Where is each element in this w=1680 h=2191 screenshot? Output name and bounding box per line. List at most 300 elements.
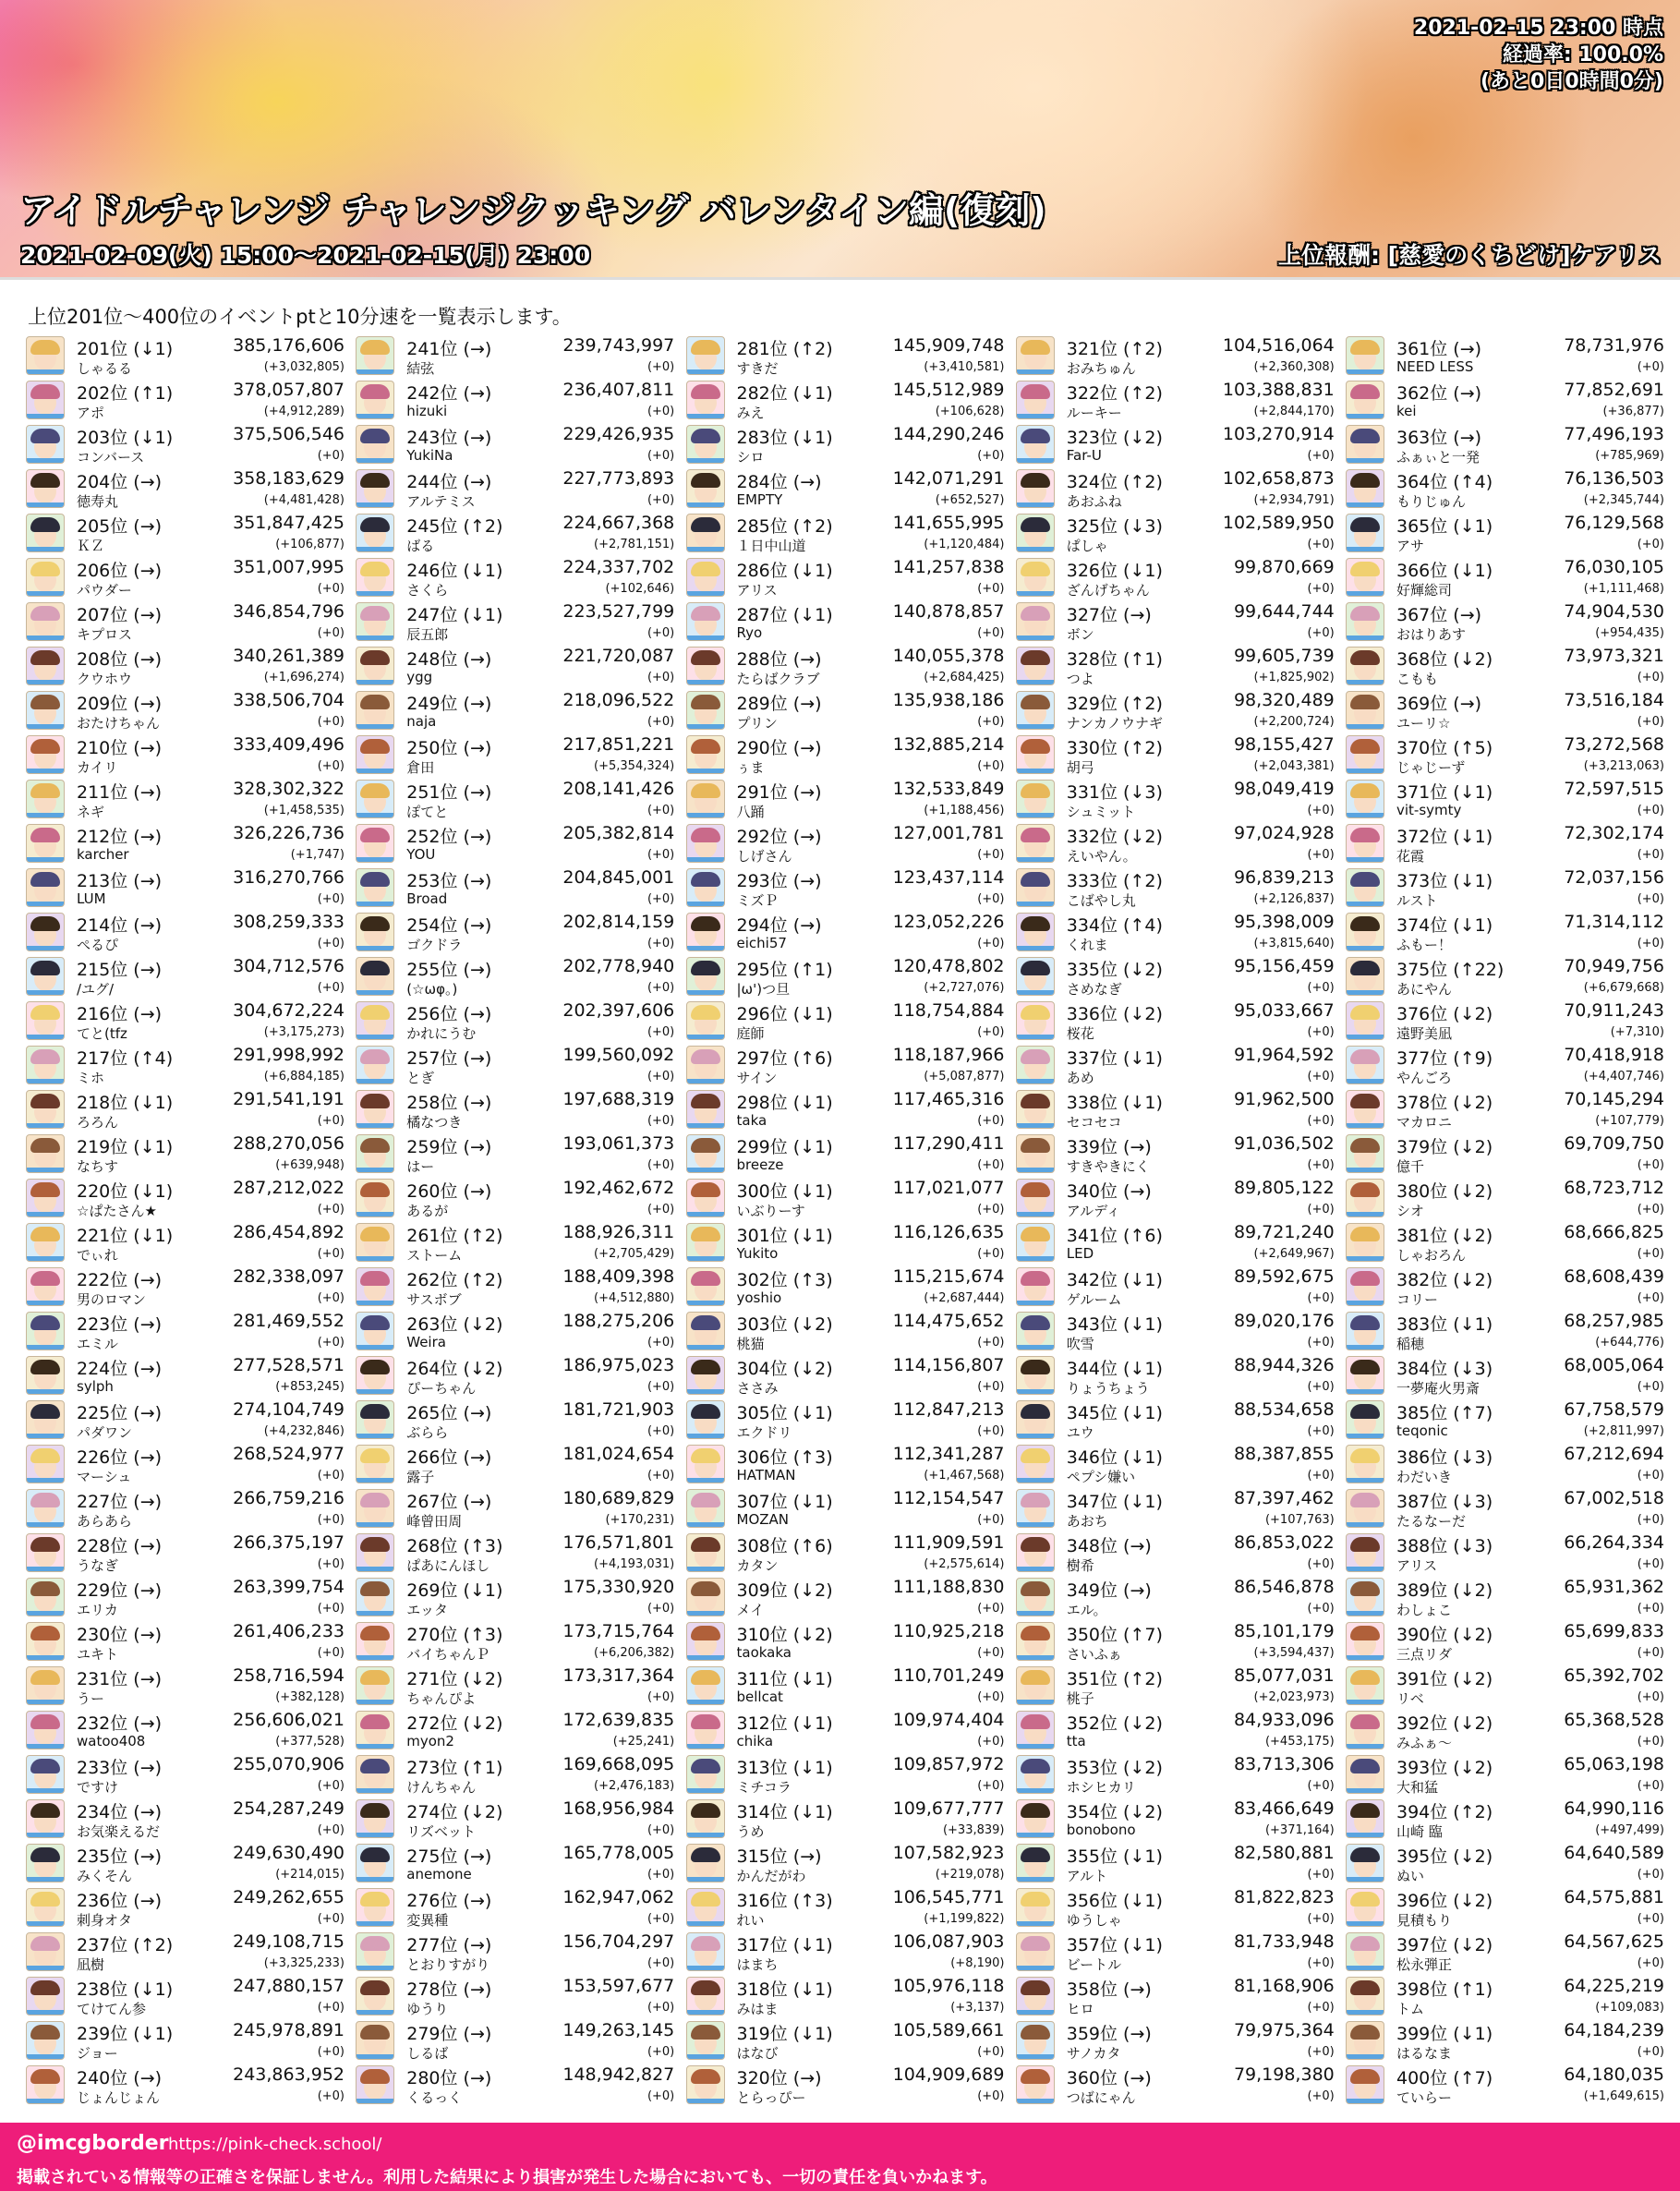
rank-label: 257位 (→) <box>406 1048 492 1069</box>
player-name: ミチコラ <box>736 1779 792 1796</box>
ranking-row <box>686 778 1005 822</box>
points-value: 227,773,893 <box>562 468 675 489</box>
player-name: Yukito <box>736 1245 779 1262</box>
ten-min-speed: (+0) <box>647 1956 675 1970</box>
ten-min-speed: (+0) <box>977 1158 1005 1172</box>
ranking-row <box>686 733 1005 778</box>
ranking-row <box>686 2064 1005 2108</box>
ten-min-speed: (+0) <box>1307 981 1335 995</box>
rank-label: 362位 (→) <box>1396 383 1482 404</box>
rank-label: 341位 (↑6) <box>1066 1226 1163 1246</box>
ranking-row <box>1346 955 1664 999</box>
points-value: 76,030,105 <box>1564 557 1664 577</box>
ranking-row <box>356 2064 674 2108</box>
idol-avatar-icon <box>1346 602 1384 641</box>
ten-min-speed: (+0) <box>1307 804 1335 817</box>
ranking-row <box>1346 512 1664 556</box>
ten-min-speed: (+214,015) <box>275 1868 344 1882</box>
player-name: マカロニ <box>1396 1114 1453 1131</box>
ranking-row <box>1346 2019 1664 2064</box>
player-name: １日中山道 <box>736 538 806 554</box>
ranking-row <box>1016 334 1335 379</box>
player-name: ホシヒカリ <box>1066 1779 1136 1796</box>
ranking-row <box>356 1709 674 1753</box>
player-name: ゆうり <box>406 2001 449 2017</box>
player-name: ぬい <box>1396 1868 1425 1884</box>
player-name: わしょこ <box>1396 1602 1453 1618</box>
points-value: 88,534,658 <box>1233 1399 1335 1420</box>
points-value: 102,589,950 <box>1222 513 1335 533</box>
player-name: ざんげちゃん <box>1066 582 1150 599</box>
rank-label: 364位 (↑4) <box>1396 472 1493 492</box>
ranking-row <box>686 1088 1005 1132</box>
rank-label: 391位 (↓2) <box>1396 1669 1493 1689</box>
ten-min-speed: (+0) <box>317 892 344 906</box>
ranking-row <box>26 600 344 645</box>
ranking-row <box>1346 1265 1664 1310</box>
ten-min-speed: (+4,912,289) <box>263 405 344 418</box>
footer <box>0 2123 1680 2191</box>
player-name: すきだ <box>736 360 779 377</box>
idol-avatar-icon <box>686 1179 725 1217</box>
player-name: taokaka <box>736 1644 792 1661</box>
rank-label: 386位 (↓3) <box>1396 1447 1493 1468</box>
player-name: YOU <box>406 846 436 863</box>
points-value: 256,606,021 <box>233 1710 344 1730</box>
idol-avatar-icon <box>26 1489 65 1528</box>
points-value: 68,257,985 <box>1564 1311 1664 1331</box>
player-name: はるなま <box>1396 2045 1453 2062</box>
points-value: 64,180,035 <box>1564 2064 1664 2085</box>
ranking-row <box>686 1177 1005 1221</box>
ten-min-speed: (+0) <box>1307 2089 1335 2103</box>
ten-min-speed: (+0) <box>1637 360 1664 374</box>
player-name: (☆ωφ。) <box>406 981 458 998</box>
ranking-row <box>26 1443 344 1487</box>
points-value: 103,388,831 <box>1222 380 1335 400</box>
player-name: 刺身オタ <box>77 1912 133 1929</box>
idol-avatar-icon <box>356 1977 394 2015</box>
rank-label: 253位 (→) <box>406 871 492 891</box>
points-value: 114,156,807 <box>892 1355 1005 1375</box>
player-name: 桜花 <box>1066 1025 1094 1042</box>
ten-min-speed: (+0) <box>1637 1158 1664 1172</box>
ten-min-speed: (+2,200,724) <box>1253 715 1335 729</box>
points-value: 162,947,062 <box>562 1887 675 1907</box>
rank-label: 247位 (↓1) <box>406 605 503 625</box>
player-name: bellcat <box>736 1689 783 1705</box>
player-name: ぅま <box>736 759 765 776</box>
player-name: 倉田 <box>406 759 435 776</box>
points-value: 326,226,736 <box>233 823 344 843</box>
rank-label: 352位 (↓2) <box>1066 1713 1163 1734</box>
points-value: 72,302,174 <box>1564 823 1664 843</box>
ranking-row <box>1016 866 1335 911</box>
ten-min-speed: (+644,776) <box>1595 1336 1664 1350</box>
idol-avatar-icon <box>1016 469 1055 508</box>
player-name: EMPTY <box>736 491 783 508</box>
idol-avatar-icon <box>686 1046 725 1084</box>
ten-min-speed: (+0) <box>1637 1557 1664 1571</box>
points-value: 346,854,796 <box>233 601 344 622</box>
idol-avatar-icon <box>686 1622 725 1661</box>
points-value: 68,666,825 <box>1564 1222 1664 1242</box>
ranking-column <box>686 334 1005 2112</box>
ten-min-speed: (+0) <box>647 715 675 729</box>
idol-avatar-icon <box>1346 1090 1384 1129</box>
points-value: 304,712,576 <box>233 956 344 976</box>
ranking-row <box>1346 600 1664 645</box>
ranking-row <box>1346 334 1664 379</box>
ten-min-speed: (+0) <box>1637 2045 1664 2059</box>
rank-label: 331位 (↓3) <box>1066 782 1163 803</box>
idol-avatar-icon <box>1346 1622 1384 1661</box>
idol-avatar-icon <box>26 913 65 951</box>
rank-label: 318位 (↓1) <box>736 1979 833 2000</box>
ten-min-speed: (+2,360,308) <box>1253 360 1335 374</box>
player-name: さいふぁ <box>1066 1646 1122 1663</box>
idol-avatar-icon <box>26 1001 65 1040</box>
idol-avatar-icon <box>26 1400 65 1439</box>
idol-avatar-icon <box>26 1179 65 1217</box>
ten-min-speed: (+2,844,170) <box>1253 405 1335 418</box>
idol-avatar-icon <box>686 1666 725 1705</box>
idol-avatar-icon <box>1346 469 1384 508</box>
player-name: teqonic <box>1396 1422 1448 1439</box>
rank-label: 261位 (↑2) <box>406 1226 503 1246</box>
ranking-row <box>1016 1753 1335 1798</box>
rank-label: 396位 (↓2) <box>1396 1891 1493 1911</box>
rank-label: 316位 (↑3) <box>736 1891 833 1911</box>
ranking-row <box>356 1398 674 1443</box>
ten-min-speed: (+0) <box>977 1203 1005 1217</box>
ten-min-speed: (+0) <box>1307 1868 1335 1882</box>
points-value: 64,640,589 <box>1564 1843 1664 1863</box>
idol-avatar-icon <box>1016 1356 1055 1395</box>
idol-avatar-icon <box>686 1001 725 1040</box>
points-value: 83,713,306 <box>1233 1754 1335 1774</box>
idol-avatar-icon <box>686 1888 725 1927</box>
player-name: かんだがわ <box>736 1868 806 1884</box>
ten-min-speed: (+1,649,615) <box>1583 2089 1664 2103</box>
points-value: 89,020,176 <box>1233 1311 1335 1331</box>
ranking-row <box>686 1398 1005 1443</box>
points-value: 65,392,702 <box>1564 1665 1664 1686</box>
idol-avatar-icon <box>356 957 394 996</box>
player-name: Broad <box>406 890 448 907</box>
ranking-row <box>1016 1709 1335 1753</box>
ranking-row <box>356 1487 674 1531</box>
rank-label: 374位 (↓1) <box>1396 915 1493 936</box>
idol-avatar-icon <box>356 2065 394 2104</box>
player-name: anemone <box>406 1866 472 1882</box>
ranking-row <box>356 1576 674 1620</box>
ten-min-speed: (+0) <box>647 1602 675 1616</box>
ten-min-speed: (+0) <box>1307 1158 1335 1172</box>
player-name: コリー <box>1396 1291 1439 1308</box>
points-value: 104,909,689 <box>892 2064 1005 2085</box>
points-value: 79,975,364 <box>1233 2020 1335 2040</box>
idol-avatar-icon <box>1016 1977 1055 2015</box>
idol-avatar-icon <box>1016 1134 1055 1173</box>
rank-label: 255位 (→) <box>406 960 492 980</box>
idol-avatar-icon <box>686 2065 725 2104</box>
rank-label: 361位 (→) <box>1396 339 1482 359</box>
ten-min-speed: (+0) <box>317 759 344 773</box>
points-value: 89,592,675 <box>1233 1266 1335 1287</box>
player-name: かれにうむ <box>406 1025 477 1042</box>
ranking-row <box>1016 1576 1335 1620</box>
idol-avatar-icon <box>1346 735 1384 774</box>
ranking-column <box>26 334 344 2112</box>
ranking-row <box>1346 1753 1664 1798</box>
idol-avatar-icon <box>356 1267 394 1306</box>
points-value: 181,721,903 <box>562 1399 675 1420</box>
player-name: 樹希 <box>1066 1557 1094 1574</box>
ranking-row <box>356 1177 674 1221</box>
points-value: 149,263,145 <box>562 2020 675 2040</box>
points-value: 85,101,179 <box>1233 1621 1335 1641</box>
rank-label: 322位 (↑2) <box>1066 383 1163 404</box>
player-name: やんごろ <box>1396 1070 1453 1086</box>
player-name: エッタ <box>406 1602 448 1618</box>
ranking-row <box>356 1310 674 1354</box>
idol-avatar-icon <box>26 1578 65 1616</box>
rank-label: 346位 (↓1) <box>1066 1447 1163 1468</box>
ten-min-speed: (+0) <box>1637 1868 1664 1882</box>
rank-label: 366位 (↓1) <box>1396 561 1493 581</box>
ranking-row <box>1016 1531 1335 1576</box>
player-name: 大和猛 <box>1396 1779 1439 1796</box>
player-name: バイちゃんＰ <box>406 1646 490 1663</box>
rank-label: 332位 (↓2) <box>1066 827 1163 847</box>
ranking-row <box>26 1664 344 1709</box>
player-name: おたけちゃん <box>77 715 161 732</box>
points-value: 123,437,114 <box>892 867 1005 888</box>
points-value: 291,998,992 <box>233 1045 344 1065</box>
ranking-row <box>26 955 344 999</box>
ten-min-speed: (+0) <box>1637 1779 1664 1793</box>
ten-min-speed: (+0) <box>977 2089 1005 2103</box>
player-name: LED <box>1066 1245 1094 1262</box>
ranking-row <box>686 1576 1005 1620</box>
idol-avatar-icon <box>1016 1533 1055 1572</box>
points-value: 188,926,311 <box>562 1222 675 1242</box>
ranking-row <box>686 1753 1005 1798</box>
rank-label: 306位 (↑3) <box>736 1447 833 1468</box>
ranking-row <box>1016 2064 1335 2108</box>
points-value: 88,387,855 <box>1233 1444 1335 1464</box>
points-value: 132,533,849 <box>892 779 1005 799</box>
idol-avatar-icon <box>686 1844 725 1882</box>
player-name: カタン <box>736 1557 779 1574</box>
points-value: 109,677,777 <box>892 1798 1005 1819</box>
ten-min-speed: (+0) <box>1307 1025 1335 1039</box>
ranking-row <box>1346 1531 1664 1576</box>
player-name: たるなーだ <box>1396 1513 1467 1530</box>
idol-avatar-icon <box>26 1312 65 1350</box>
rank-label: 270位 (↑3) <box>406 1625 503 1645</box>
player-name: 桃子 <box>1066 1690 1094 1707</box>
rank-label: 239位 (↓1) <box>77 2024 174 2044</box>
ten-min-speed: (+0) <box>647 493 675 507</box>
ten-min-speed: (+1,467,568) <box>924 1469 1005 1483</box>
player-name: ネギ <box>77 804 105 820</box>
rank-label: 327位 (→) <box>1066 605 1152 625</box>
points-value: 72,037,156 <box>1564 867 1664 888</box>
player-name: キプロス <box>77 626 133 643</box>
idol-avatar-icon <box>1016 1578 1055 1616</box>
rank-label: 368位 (↓2) <box>1396 649 1493 670</box>
points-value: 81,822,823 <box>1233 1887 1335 1907</box>
points-value: 197,688,319 <box>562 1089 675 1109</box>
player-name: しゃおろん <box>1396 1247 1467 1264</box>
rank-label: 363位 (→) <box>1396 428 1482 448</box>
points-value: 123,052,226 <box>892 912 1005 932</box>
idol-avatar-icon <box>686 1267 725 1306</box>
ten-min-speed: (+102,646) <box>605 582 675 596</box>
rank-label: 360位 (→) <box>1066 2068 1152 2088</box>
ranking-row <box>1016 911 1335 955</box>
ranking-row <box>686 1798 1005 1842</box>
ranking-row <box>1346 1177 1664 1221</box>
ranking-row <box>26 379 344 423</box>
idol-avatar-icon <box>686 913 725 951</box>
points-value: 98,049,419 <box>1233 779 1335 799</box>
ten-min-speed: (+0) <box>647 1025 675 1039</box>
ten-min-speed: (+0) <box>647 2089 675 2103</box>
rank-label: 241位 (→) <box>406 339 492 359</box>
ten-min-speed: (+107,763) <box>1264 1513 1335 1527</box>
idol-avatar-icon <box>26 1267 65 1306</box>
rank-label: 230位 (→) <box>77 1625 163 1645</box>
player-name: 胡弓 <box>1066 759 1094 776</box>
idol-avatar-icon <box>1016 957 1055 996</box>
points-value: 142,071,291 <box>892 468 1005 489</box>
player-name: ぱしゃ <box>1066 538 1108 554</box>
idol-avatar-icon <box>26 824 65 863</box>
points-value: 73,272,568 <box>1564 734 1664 755</box>
player-name: 八踊 <box>736 804 765 820</box>
player-name: 稲穂 <box>1396 1336 1425 1352</box>
rank-label: 313位 (↓1) <box>736 1758 833 1778</box>
ten-min-speed: (+2,705,429) <box>594 1247 675 1261</box>
ranking-row <box>26 1044 344 1088</box>
idol-avatar-icon <box>686 1711 725 1749</box>
ranking-row <box>686 1132 1005 1177</box>
rank-label: 251位 (→) <box>406 782 492 803</box>
ranking-row <box>1346 2064 1664 2108</box>
rank-label: 292位 (→) <box>736 827 822 847</box>
ranking-row <box>26 2064 344 2108</box>
rank-label: 302位 (↑3) <box>736 1270 833 1290</box>
idol-avatar-icon <box>686 558 725 597</box>
player-name: ですけ <box>77 1779 119 1796</box>
ten-min-speed: (+0) <box>317 1602 344 1616</box>
idol-avatar-icon <box>26 868 65 907</box>
rank-label: 298位 (↓1) <box>736 1093 833 1113</box>
player-name: くるっく <box>406 2089 463 2106</box>
points-value: 186,975,023 <box>562 1355 675 1375</box>
player-name: なちす <box>77 1158 119 1175</box>
points-value: 263,399,754 <box>233 1577 344 1597</box>
points-value: 81,168,906 <box>1233 1976 1335 1996</box>
player-name: 変異種 <box>406 1912 449 1929</box>
ten-min-speed: (+3,594,437) <box>1253 1646 1335 1660</box>
idol-avatar-icon <box>686 1578 725 1616</box>
player-name: もりじゅん <box>1396 493 1467 510</box>
player-name: 億千 <box>1396 1158 1425 1175</box>
player-name: あるが <box>406 1203 449 1219</box>
ranking-row <box>356 1044 674 1088</box>
idol-avatar-icon <box>1346 1179 1384 1217</box>
player-name: vit-symty <box>1396 802 1462 818</box>
rank-label: 232位 (→) <box>77 1713 163 1734</box>
ten-min-speed: (+25,241) <box>612 1735 675 1749</box>
points-value: 72,597,515 <box>1564 779 1664 799</box>
idol-avatar-icon <box>686 1090 725 1129</box>
site-link[interactable]: https://pink-check.school/ <box>168 2135 382 2154</box>
ranking-row <box>1346 645 1664 689</box>
points-value: 140,878,857 <box>892 601 1005 622</box>
points-value: 91,036,502 <box>1233 1133 1335 1154</box>
player-name: あおち <box>1066 1513 1108 1530</box>
rank-label: 272位 (↓2) <box>406 1713 503 1734</box>
idol-avatar-icon <box>1346 1046 1384 1084</box>
twitter-handle[interactable]: @imcgborder <box>17 2132 169 2155</box>
rank-label: 227位 (→) <box>77 1492 163 1512</box>
idol-avatar-icon <box>26 1844 65 1882</box>
ten-min-speed: (+0) <box>317 715 344 729</box>
player-name: サスボブ <box>406 1291 462 1308</box>
ranking-row <box>356 423 674 467</box>
ranking-row <box>356 778 674 822</box>
idol-avatar-icon <box>26 1799 65 1838</box>
idol-avatar-icon <box>26 2065 65 2104</box>
idol-avatar-icon <box>1016 1267 1055 1306</box>
player-name: エクドリ <box>736 1424 792 1441</box>
idol-avatar-icon <box>356 1179 394 1217</box>
rank-label: 209位 (→) <box>77 694 163 714</box>
rank-label: 208位 (→) <box>77 649 163 670</box>
idol-avatar-icon <box>1346 1223 1384 1262</box>
ten-min-speed: (+2,345,744) <box>1583 493 1664 507</box>
points-value: 144,290,246 <box>892 424 1005 444</box>
ranking-row <box>356 733 674 778</box>
rank-label: 211位 (→) <box>77 782 163 803</box>
rank-label: 347位 (↓1) <box>1066 1492 1163 1512</box>
ranking-row <box>1016 1132 1335 1177</box>
rank-label: 274位 (↓2) <box>406 1802 503 1822</box>
rank-label: 357位 (↓1) <box>1066 1935 1163 1955</box>
player-name: パウダー <box>77 582 132 599</box>
points-value: 258,716,594 <box>233 1665 344 1686</box>
points-value: 64,184,239 <box>1564 2020 1664 2040</box>
idol-avatar-icon <box>356 1578 394 1616</box>
ranking-row <box>356 1798 674 1842</box>
rank-label: 248位 (→) <box>406 649 492 670</box>
idol-avatar-icon <box>1346 1755 1384 1794</box>
idol-avatar-icon <box>26 1046 65 1084</box>
player-name: てけてん参 <box>77 2001 147 2017</box>
ten-min-speed: (+0) <box>977 1025 1005 1039</box>
ten-min-speed: (+6,206,382) <box>594 1646 675 1660</box>
points-value: 102,658,873 <box>1222 468 1335 489</box>
player-name: あにやん <box>1396 981 1453 998</box>
ten-min-speed: (+4,193,031) <box>594 1557 675 1571</box>
player-name: すきやきにく <box>1066 1158 1150 1175</box>
points-value: 85,077,031 <box>1233 1665 1335 1686</box>
